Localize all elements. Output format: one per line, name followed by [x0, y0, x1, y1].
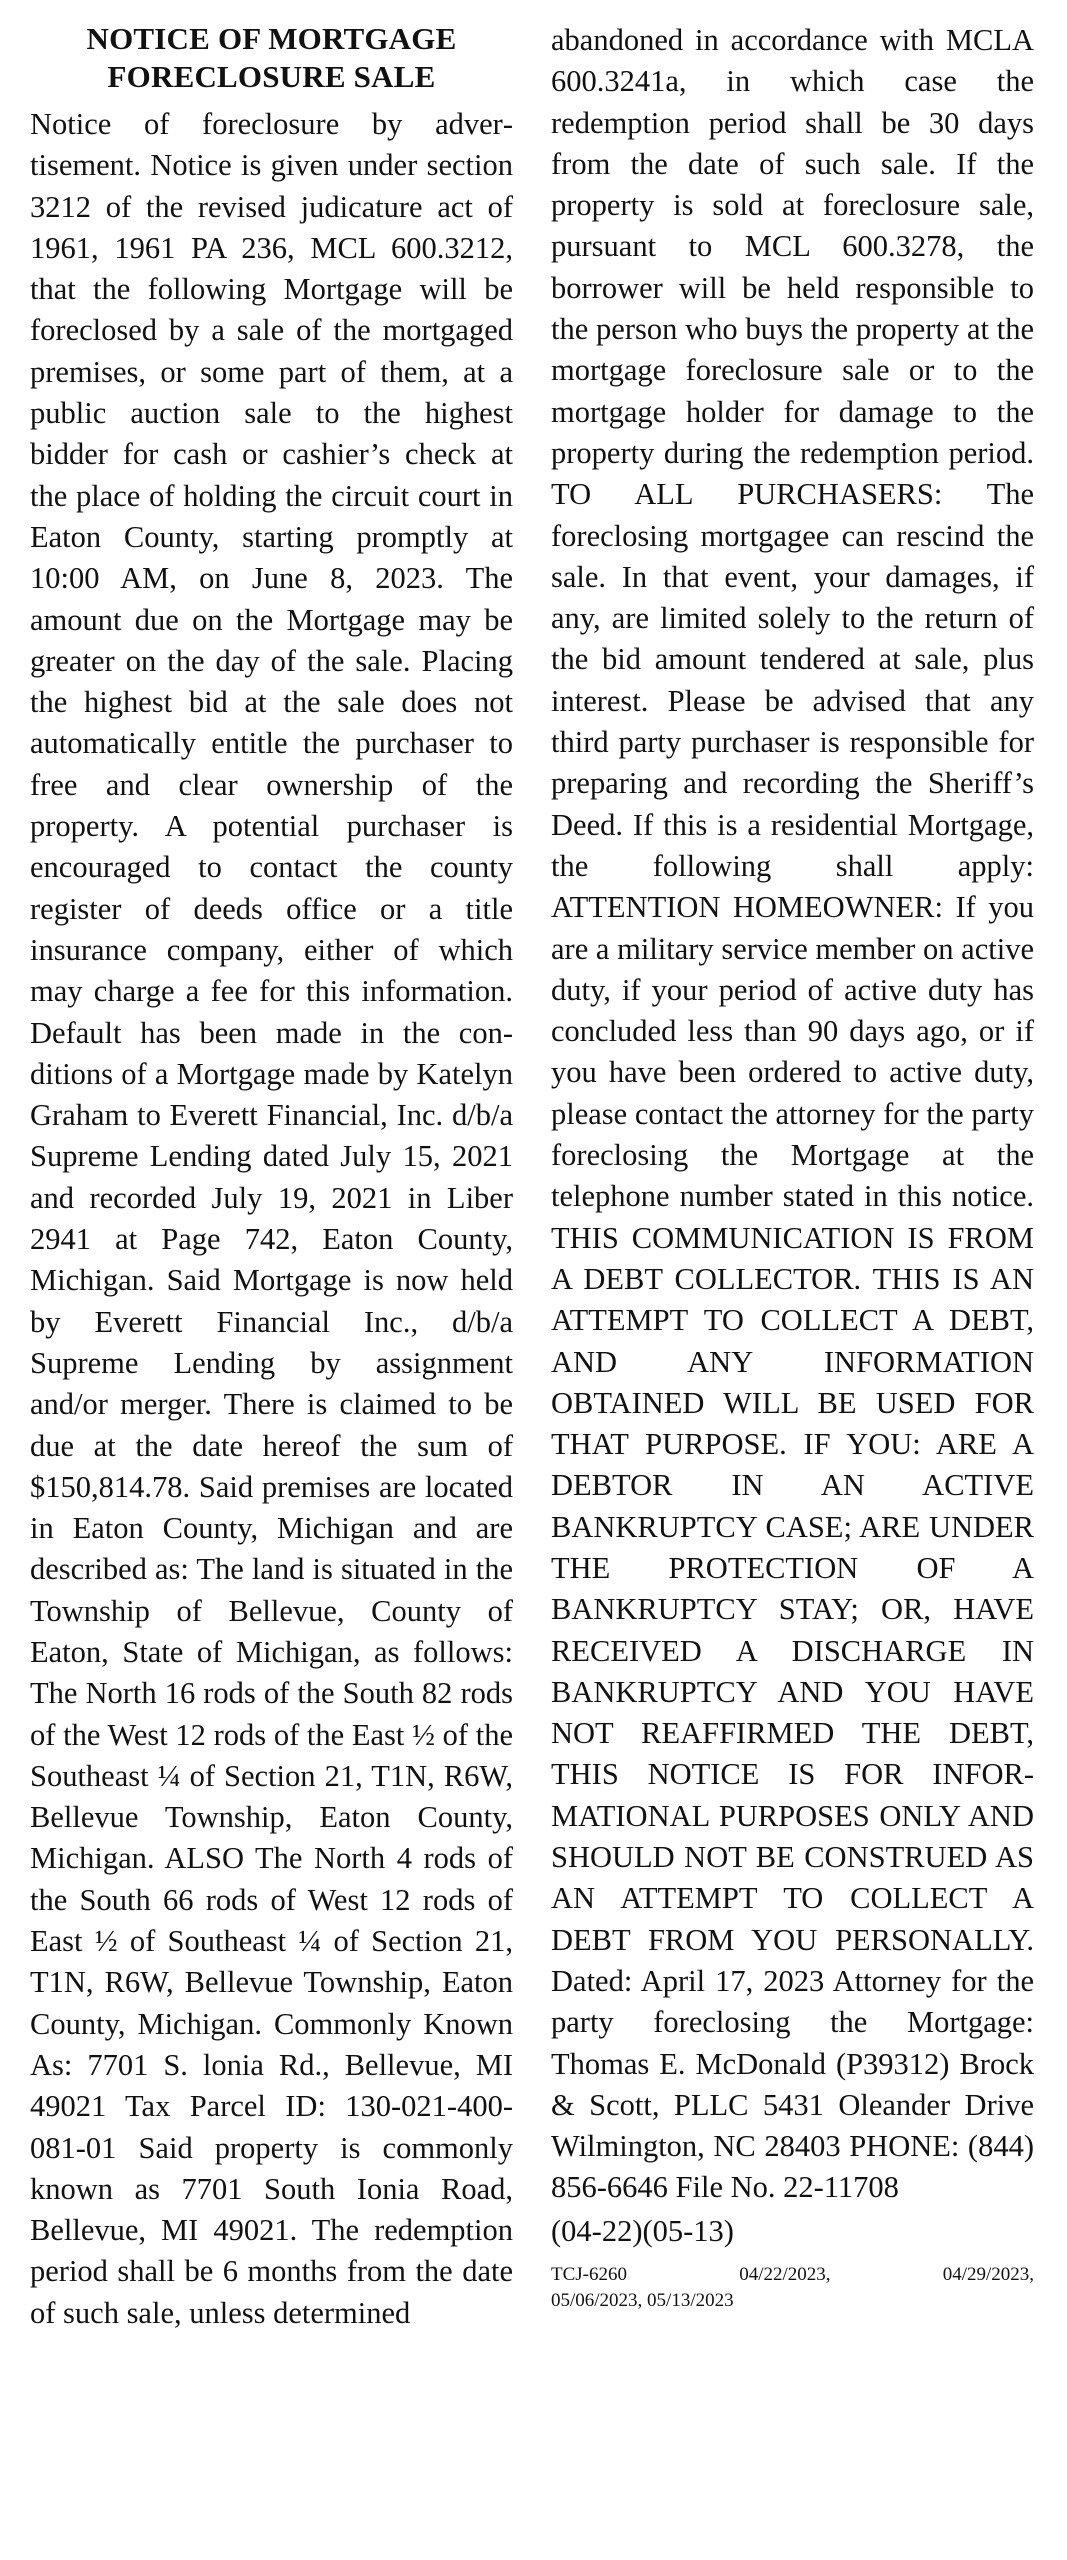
notice-code: TCJ-6260 — [551, 2264, 627, 2286]
footer-row-1 — [551, 2262, 1034, 2288]
publication-footer — [551, 2262, 1034, 2314]
footer-row-2: 05/06/2023, 05/13/2023 — [551, 2290, 734, 2312]
notice-title: NOTICE OF MORTGAGE FORECLOSURE SALE — [86, 21, 457, 94]
notice-body-column-2: abandoned in accordance with MCLA 600.3241a, in which case the redemption period shall be 30 days from the date of such sale. If the property is sold at foreclosure sale, pursuant to MCL 600.3278, the borrower will be held responsible to the person who buys the property at the mortgage foreclosure sale or to the mortgage holder for damage to the property during the redemption period. TO ALL PURCHASERS: The foreclosing mortgagee can rescind the sale. In that event, your damages, if any, are limited solely to the return of the bid amount tendered at sale, plus interest. Please be advised that any third party purchaser is responsible for preparing and recording the Sheriff’s Deed. If this is a residential Mortgage, the following shall apply: ATTENTION HOMEOWNER: If you are a military service member on active duty, if your period of active duty has concluded less than 90 days ago, or if you have been ordered to active duty, please contact the attorney for the party foreclosing the Mortgage at the telephone number stated in this notice. THIS COMMUNICATION IS FROM A DEBT COLLECTOR. THIS IS AN ATTEMPT TO COLLECT A DEBT, AND ANY INFORMATION OBTAINED WILL BE USED FOR THAT PURPOSE. IF YOU: ARE A DEBTOR IN AN ACTIVE BANKRUPTCY CASE; ARE UNDER THE PROTECTION OF A BANKRUPTCY STAY; OR, HAVE RECEIVED A DISCHARGE IN BANKRUPTCY AND YOU HAVE NOT REAFFIRMED THE DEBT, THIS NOTICE IS FOR INFORMATIONAL PURPOSES ONLY AND SHOULD NOT BE CONSTRUED AS AN ATTEMPT TO COLLECT A DEBT FROM YOU PERSONALLY. Dated: April 17, 2023 Attorney for the party foreclosing the Mortgage: Thomas E. McDonald (P39312) Brock & Scott, PLLC 5431 Oleander Drive Wilmington, NC 28403 PHONE: (844) 856-6646 File No. 22-11708 — [551, 23, 1034, 2205]
column-left — [30, 20, 513, 2560]
publication-dates: (04-22)(05-13) — [551, 2213, 734, 2248]
column-right — [551, 20, 1034, 2560]
footer-date-2: 04/29/2023, — [942, 2264, 1034, 2286]
footer-date-1: 04/22/2023, — [739, 2264, 831, 2286]
notice-body-column-1: Notice of foreclosure by advertisement. Notice is given under section 3212 of the revised judicature act of 1961, 1961 PA 236, MCL 600.3212, that the following Mortgage will be foreclosed by a sale of the mortgaged premises, or some part of them, at a public auction sale to the highest bidder for cash or cashier’s check at the place of holding the circuit court in Eaton County, starting promptly at 10:00 AM, on June 8, 2023. The amount due on the Mortgage may be greater on the day of the sale. Placing the highest bid at the sale does not automatically entitle the purchaser to free and clear ownership of the property. A potential purchaser is encouraged to contact the county register of deeds office or a title insurance company, either of which may charge a fee for this information. Default has been made in the conditions of a Mortgage made by Katelyn Graham to Everett Financial, Inc. d/b/a Supreme Lending dated July 15, 2021 and recorded July 19, 2021 in Liber 2941 at Page 742, Eaton County, Michigan. Said Mortgage is now held by Everett Financial Inc., d/b/a Supreme Lending by assignment and/or merger. There is claimed to be due at the date hereof the sum of $150,814.78. Said premises are located in Eaton County, Michigan and are described as: The land is situated in the Township of Bellevue, County of Eaton, State of Michigan, as follows: The North 16 rods of the South 82 rods of the West 12 rods of the East ½ of the Southeast ¼ of Section 21, T1N, R6W, Bellevue Township, Eaton County, Michigan. ALSO The North 4 rods of the South 66 rods of West 12 rods of East ½ of Southeast ¼ of Section 21, T1N, R6W, Bellevue Township, Eaton County, Michigan. Commonly Known As: 7701 S. lonia Rd., Bellevue, MI 49021 Tax Parcel ID: 130-021-400-081-01 Said property is commonly known as 7701 South Ionia Road, Bellevue, MI 49021. The redemption period shall be 6 months from the date of such sale, unless determined — [30, 107, 513, 2330]
